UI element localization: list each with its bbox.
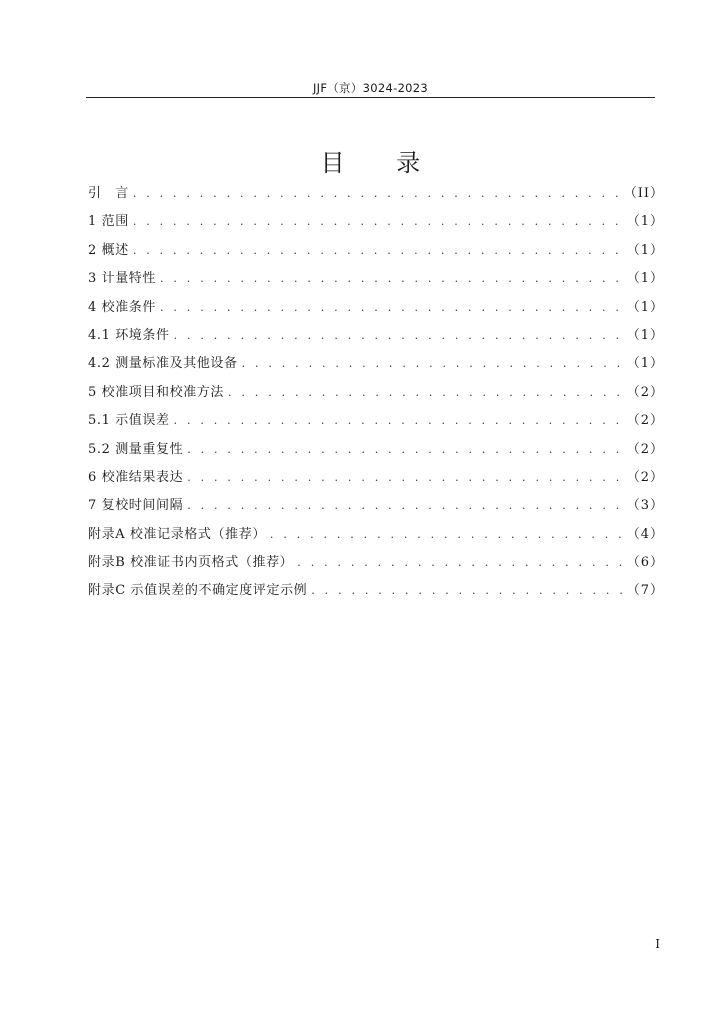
toc-leader-dots: [270, 521, 623, 549]
toc-entry-label: 5 校准项目和校准方法: [88, 384, 225, 400]
table-of-contents: [88, 180, 664, 606]
toc-entry-4[interactable]: [88, 294, 664, 322]
toc-entry-page: （1）: [626, 271, 664, 287]
toc-entry-label: 7 复校时间间隔: [88, 498, 184, 514]
toc-entry-label: 1 范围: [88, 214, 129, 230]
toc-leader-dots: [242, 350, 623, 378]
toc-leader-dots: [228, 379, 623, 407]
toc-entry-label: 引 言: [88, 186, 129, 201]
toc-entry-page: （1）: [626, 327, 664, 343]
toc-entry-label: 4 校准条件: [88, 299, 157, 315]
toc-entry-page: （2）: [626, 469, 664, 485]
toc-leader-dots: [160, 265, 623, 293]
toc-entry-5[interactable]: [88, 379, 664, 407]
toc-entry-label: 附录B 校准证书内页格式（推荐）: [88, 555, 294, 571]
toc-leader-dots: [133, 237, 623, 265]
toc-leader-dots: [187, 492, 623, 520]
toc-leader-dots: [174, 407, 623, 435]
toc-entry-page: （6）: [626, 555, 664, 571]
toc-leader-dots: [187, 464, 623, 492]
toc-entry-label: 4.1 环境条件: [88, 327, 170, 343]
page-title: 目 录: [320, 149, 443, 177]
toc-entry-label: 附录A 校准记录格式（推荐）: [88, 526, 266, 542]
toc-entry-4-1[interactable]: [88, 322, 664, 350]
toc-entry-label: 4.2 测量标准及其他设备: [88, 356, 238, 372]
toc-leader-dots: [311, 577, 622, 605]
toc-leader-dots: [160, 294, 623, 322]
toc-entry-label: 5.1 示值误差: [88, 413, 170, 429]
toc-leader-dots: [297, 549, 622, 577]
toc-entry-1[interactable]: [88, 208, 664, 236]
page-number: I: [655, 937, 660, 951]
toc-entry-7[interactable]: [88, 492, 664, 520]
running-header: JJF（京）3024-2023: [312, 81, 429, 95]
toc-entry-page: （2）: [626, 413, 664, 429]
toc-entry-page: （2）: [626, 441, 664, 457]
toc-entry-label: 5.2 测量重复性: [88, 441, 184, 457]
toc-entry-page: （3）: [626, 498, 664, 514]
toc-entry-3[interactable]: [88, 265, 664, 293]
toc-entry-6[interactable]: [88, 464, 664, 492]
toc-entry-appendix-a[interactable]: [88, 521, 664, 549]
toc-leader-dots: [133, 208, 623, 236]
toc-entry-page: （4）: [626, 526, 664, 542]
toc-entry-page: （1）: [626, 242, 664, 258]
toc-entry-page: （7）: [626, 583, 664, 599]
toc-entry-5-2[interactable]: [88, 436, 664, 464]
toc-entry-5-1[interactable]: [88, 407, 664, 435]
toc-leader-dots: [133, 180, 620, 208]
toc-entry-label: 附录C 示值误差的不确定度评定示例: [88, 583, 308, 599]
toc-entry-page: （II）: [623, 186, 664, 201]
toc-entry-label: 2 概述: [88, 242, 129, 258]
header-rule: [86, 97, 655, 98]
toc-entry-2[interactable]: [88, 237, 664, 265]
toc-entry-page: （1）: [626, 214, 664, 230]
toc-entry-page: （1）: [626, 356, 664, 372]
toc-entry-label: 6 校准结果表达: [88, 469, 184, 485]
toc-leader-dots: [187, 436, 623, 464]
toc-entry-appendix-b[interactable]: [88, 549, 664, 577]
toc-entry-4-2[interactable]: [88, 350, 664, 378]
toc-entry-label: 3 计量特性: [88, 271, 157, 287]
toc-entry-intro[interactable]: [88, 180, 664, 208]
toc-entry-page: （1）: [626, 299, 664, 315]
toc-entry-page: （2）: [626, 384, 664, 400]
toc-entry-appendix-c[interactable]: [88, 577, 664, 605]
toc-leader-dots: [174, 322, 623, 350]
